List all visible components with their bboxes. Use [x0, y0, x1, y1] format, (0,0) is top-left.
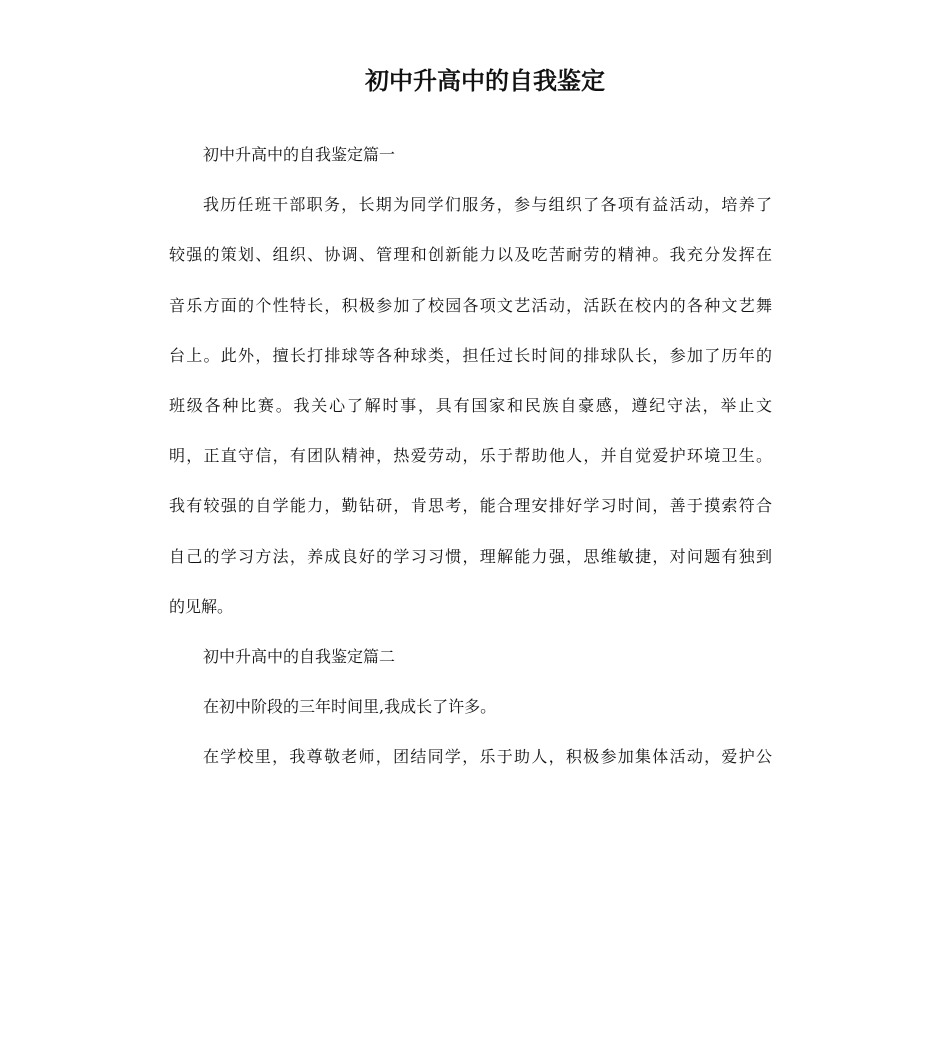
- paragraph-line: 明，正直守信，有团队精神，热爱劳动，乐于帮助他人，并自觉爱护环境卫生。: [169, 446, 772, 466]
- paragraph-line: 我有较强的自学能力，勤钻研，肯思考，能合理安排好学习时间，善于摸索符合: [169, 496, 772, 516]
- section-heading-2: 初中升高中的自我鉴定篇二: [203, 646, 396, 666]
- paragraph-line: 的见解。: [169, 596, 234, 616]
- document-body: [169, 130, 772, 782]
- paragraph-line: 自己的学习方法，养成良好的学习习惯，理解能力强，思维敏捷，对问题有独到: [169, 546, 772, 566]
- paragraph-line: 较强的策划、组织、协调、管理和创新能力以及吃苦耐劳的精神。我充分发挥在: [169, 245, 772, 265]
- paragraph-line: 在学校里，我尊敬老师，团结同学，乐于助人，积极参加集体活动，爱护公: [203, 747, 772, 767]
- paragraph-line: 我历任班干部职务，长期为同学们服务，参与组织了各项有益活动，培养了: [203, 195, 772, 215]
- paragraph-line: 台上。此外，擅长打排球等各种球类，担任过长时间的排球队长，参加了历年的: [169, 345, 772, 365]
- paragraph-line: 班级各种比赛。我关心了解时事，具有国家和民族自豪感，遵纪守法，举止文: [169, 395, 772, 415]
- section-heading-1: 初中升高中的自我鉴定篇一: [203, 145, 396, 164]
- paragraph-line: 音乐方面的个性特长，积极参加了校园各项文艺活动，活跃在校内的各种文艺舞: [169, 295, 772, 315]
- paragraph-line: 在初中阶段的三年时间里,我成长了许多。: [203, 697, 497, 717]
- document-title: 初中升高中的自我鉴定: [365, 67, 605, 95]
